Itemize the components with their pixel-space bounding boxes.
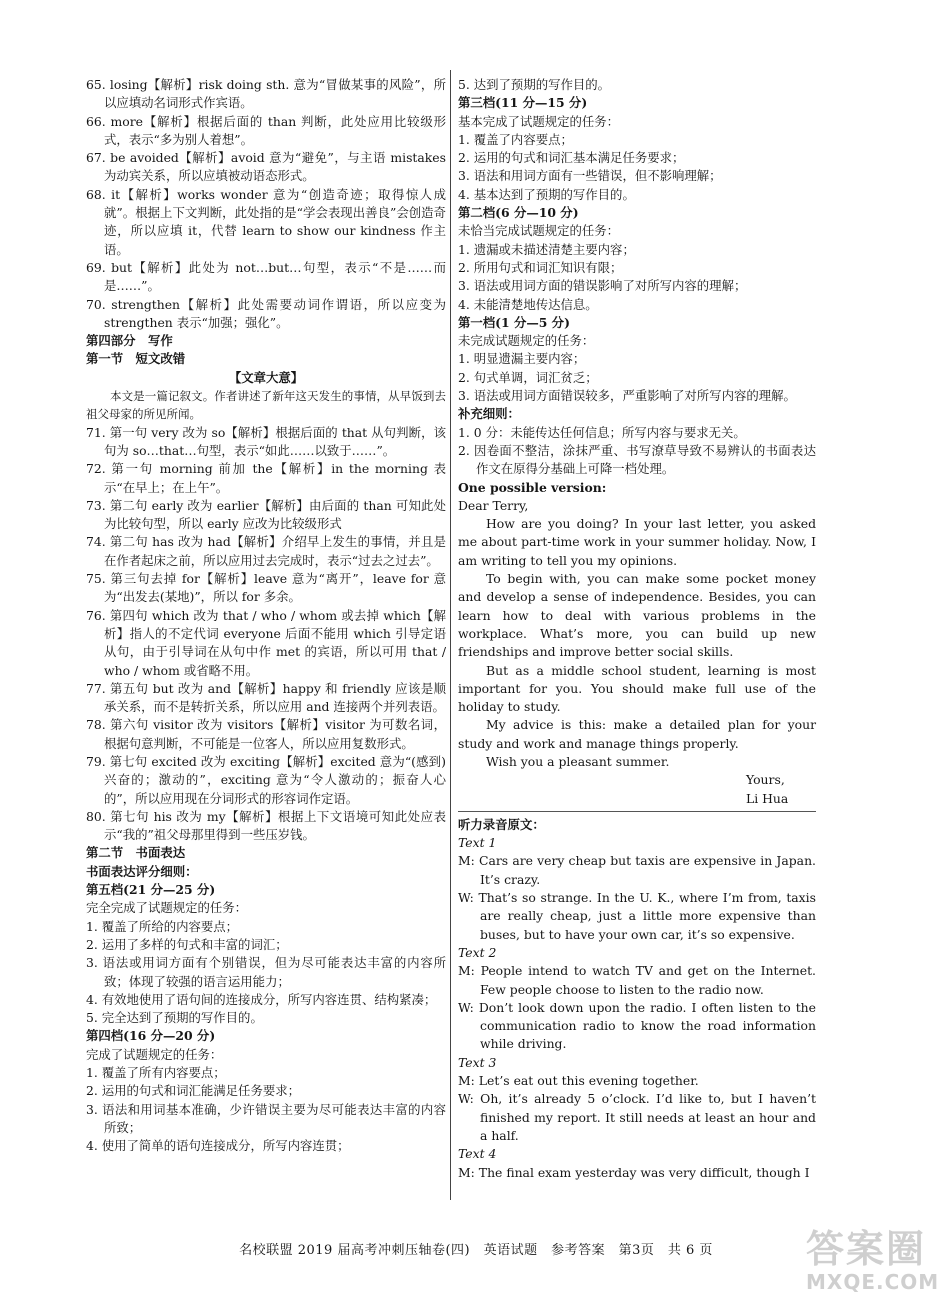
left-column <box>86 76 446 1156</box>
left-paragraph: 1. 覆盖了所给的内容要点； <box>86 918 239 934</box>
right-paragraph: Li Hua <box>746 790 789 806</box>
left-paragraph: 69. but【解析】此处为 not…but…句型，表示“不是……而是……”。 <box>86 259 446 294</box>
watermark-url: MXQE.COM <box>806 1270 940 1294</box>
right-paragraph: 补充细则： <box>458 406 520 422</box>
right-paragraph: 4. 基本达到了预期的写作目的。 <box>458 186 635 202</box>
left-paragraph: 5. 完全达到了预期的写作目的。 <box>86 1010 263 1026</box>
right-paragraph: 2. 因卷面不整洁，涂抹严重、书写潦草导致不易辨认的书面表达作文在原得分基础上可降一档处理。 <box>458 442 816 477</box>
right-paragraph: 2. 句式单调，词汇贫乏； <box>458 369 598 385</box>
watermark-text: 答案圈 <box>806 1227 927 1271</box>
right-paragraph: 第二档(6 分—10 分) <box>458 205 579 221</box>
left-paragraph: 书面表达评分细则： <box>86 863 198 879</box>
right-paragraph: 未完成试题规定的任务： <box>458 333 595 349</box>
right-paragraph: W: Oh, it’s already 5 o’clock. I’d like to, but I haven’t finished my report. It still needs at least an hour and a half. <box>458 1091 816 1143</box>
left-paragraph: 66. more【解析】根据后面的 than 判断，此处应用比较级形式，表示“多为别人着想”。 <box>86 113 446 147</box>
right-paragraph: To begin with, you can make some pocket money and develop a sense of independence. Besides, you can learn how to deal with various problems in the workplace. What’s more, you can build up new friendships and improve better social skills. <box>458 571 816 660</box>
left-paragraph: 70. strengthen【解析】此处需要动词作谓语，所以应变为 strengthen 表示“加强；强化”。 <box>86 296 446 330</box>
right-paragraph: W: That’s so strange. In the U. K., where I’m from, taxis are really cheap, just a little more expensive than buses, but to have your own car, it’s so expensive. <box>458 890 816 942</box>
right-paragraph: M: Cars are very cheap but taxis are expensive in Japan. It’s crazy. <box>458 853 816 887</box>
right-paragraph: Dear Terry, <box>458 497 529 513</box>
left-paragraph: 完成了试题规定的任务： <box>86 1046 223 1062</box>
left-paragraph: 第五档(21 分—25 分) <box>86 882 216 898</box>
left-paragraph: 67. be avoided【解析】avoid 意为“避免”，与主语 mistakes 为动宾关系，所以应填被动语态形式。 <box>86 150 446 184</box>
column-divider <box>450 70 451 1200</box>
left-paragraph: 第四部分 写作 <box>86 333 173 349</box>
left-paragraph: 74. 第二句 has 改为 had【解析】介绍早上发生的事情，并且是在作者起床之前，所以应用过去完成时，表示“过去之过去”。 <box>86 534 446 568</box>
right-paragraph: Text 4 <box>458 1146 497 1162</box>
right-paragraph: 4. 未能清楚地传达信息。 <box>458 296 598 312</box>
right-paragraph: M: The final exam yesterday was very difficult, though I <box>458 1164 810 1180</box>
left-paragraph: 3. 语法和用词基本准确，少许错误主要为尽可能表达丰富的内容所致； <box>86 1101 446 1135</box>
left-paragraph: 68. it【解析】works wonder 意为“创造奇迹；取得惊人成就”。根据上下文判断，此处指的是“学会表现出善良”会创造奇迹，所以应填 it，代替 learn to show our kindness 作主语。 <box>86 186 446 257</box>
right-column <box>458 76 816 1182</box>
right-paragraph: 听力录音原文： <box>458 816 545 832</box>
right-paragraph: 3. 语法和用词方面有一些错误，但不影响理解； <box>458 168 722 184</box>
left-paragraph: 完全完成了试题规定的任务： <box>86 900 248 916</box>
watermark-logo <box>806 1227 940 1300</box>
left-paragraph: 2. 运用了多样的句式和丰富的词汇； <box>86 936 288 952</box>
right-paragraph: 3. 语法或用词方面的错误影响了对所写内容的理解； <box>458 278 747 294</box>
left-paragraph: 73. 第二句 early 改为 earlier【解析】由后面的 than 可知此处为比较句型，所以 early 应改为比较级形式 <box>86 497 446 532</box>
left-paragraph: 65. losing【解析】risk doing sth. 意为“冒做某事的风险”，所以应填动名词形式作宾语。 <box>86 77 446 111</box>
right-paragraph: 第一档(1 分—5 分) <box>458 314 570 330</box>
right-paragraph: But as a middle school student, learning is most important for you. You should make full use of the holiday to study. <box>458 662 816 715</box>
right-paragraph: Text 2 <box>458 944 497 960</box>
right-paragraph: 1. 0 分：未能传达任何信息；所写内容与要求无关。 <box>458 424 746 440</box>
right-paragraph: Text 1 <box>458 835 497 851</box>
page-footer: 名校联盟 2019 届高考冲刺压轴卷(四) 英语试题 参考答案 第3页 共 6 页 <box>239 1243 713 1258</box>
right-paragraph: Yours, <box>746 772 785 788</box>
left-paragraph: 4. 有效地使用了语句间的连接成分，所写内容连贯、结构紧凑； <box>86 991 437 1007</box>
right-paragraph: 5. 达到了预期的写作目的。 <box>458 77 611 92</box>
right-paragraph: 未恰当完成试题规定的任务： <box>458 223 620 239</box>
left-paragraph: 76. 第四句 which 改为 that / who / whom 或去掉 which【解析】指人的不定代词 everyone 后面不能用 which 引导定语从句，由于引导词在从句中作 met 的宾语，所以可用 that / who / whom 或省略不用。 <box>86 607 446 678</box>
right-paragraph: How are you doing? In your last letter, you asked me about part-time work in your summer holiday. Now, I am writing to tell you my opinions. <box>458 516 816 568</box>
right-paragraph: Text 3 <box>458 1054 497 1070</box>
left-paragraph: 4. 使用了简单的语句连接成分，所写内容连贯； <box>86 1138 350 1154</box>
left-paragraph: 77. 第五句 but 改为 and【解析】happy 和 friendly 应该是顺承关系，而不是转折关系，所以应用 and 连接两个并列表语。 <box>86 680 446 715</box>
left-paragraph: 79. 第七句 excited 改为 exciting【解析】excited 意为“(感到)兴奋的；激动的”，exciting 意为“令人激动的；振奋人心的”，所以应用现在分词形式的形容词作定语。 <box>86 753 446 806</box>
left-paragraph: 71. 第一句 very 改为 so【解析】根据后面的 that 从句判断，该句为 so…that…句型，表示“如此……以致于……”。 <box>86 424 446 458</box>
right-paragraph: One possible version: <box>458 479 607 495</box>
left-paragraph: 第四档(16 分—20 分) <box>86 1028 216 1044</box>
left-paragraph: 第一节 短文改错 <box>86 351 186 367</box>
left-paragraph: 本文是一篇记叙文。作者讲述了新年这天发生的事情，从早饭到去祖父母家的所见所闻。 <box>86 389 446 422</box>
right-paragraph: 1. 明显遗漏主要内容； <box>458 351 586 367</box>
right-paragraph: M: Let’s eat out this evening together. <box>458 1073 699 1089</box>
right-paragraph: 2. 所用句式和词汇知识有限； <box>458 259 623 275</box>
right-paragraph: M: People intend to watch TV and get on the Internet. Few people choose to listen to the radio now. <box>458 963 816 997</box>
right-paragraph: 1. 遗漏或未描述清楚主要内容； <box>458 241 635 257</box>
left-paragraph: 【文章大意】 <box>228 369 304 385</box>
left-paragraph: 78. 第六句 visitor 改为 visitors【解析】visitor 为可数名词，根据句意判断，不可能是一位客人，所以应用复数形式。 <box>86 717 446 751</box>
right-paragraph: 3. 语法或用词方面错误较多，严重影响了对所写内容的理解。 <box>458 388 796 404</box>
left-paragraph: 第二节 书面表达 <box>86 845 186 861</box>
left-paragraph: 2. 运用的句式和词汇能满足任务要求； <box>86 1083 301 1099</box>
right-paragraph: 第三档(11 分—15 分) <box>458 95 588 111</box>
section-rule <box>458 811 816 812</box>
left-paragraph: 1. 覆盖了所有内容要点； <box>86 1065 226 1081</box>
right-paragraph: W: Don’t look down upon the radio. I often listen to the communication radio to know the road information while driving. <box>458 999 816 1052</box>
left-paragraph: 80. 第七句 his 改为 my【解析】根据上下文语境可知此处应表示“我的”祖父母那里得到一些压岁钱。 <box>86 808 446 843</box>
right-paragraph: 基本完成了试题规定的任务： <box>458 113 620 129</box>
left-paragraph: 72. 第一句 morning 前加 the【解析】in the morning 表示“在早上；在上午”。 <box>86 461 446 495</box>
right-paragraph: 1. 覆盖了内容要点； <box>458 131 573 147</box>
right-paragraph: My advice is this: make a detailed plan for your study and work and manage things properly. <box>458 717 816 751</box>
left-paragraph: 3. 语法或用词方面有个别错误，但为尽可能表达丰富的内容所致；体现了较强的语言运用能力； <box>86 955 446 989</box>
right-paragraph: Wish you a pleasant summer. <box>486 753 670 769</box>
right-paragraph: 2. 运用的句式和词汇基本满足任务要求； <box>458 150 685 166</box>
left-paragraph: 75. 第三句去掉 for【解析】leave 意为“离开”，leave for 意为“出发去(某地)”，所以 for 多余。 <box>86 571 446 605</box>
